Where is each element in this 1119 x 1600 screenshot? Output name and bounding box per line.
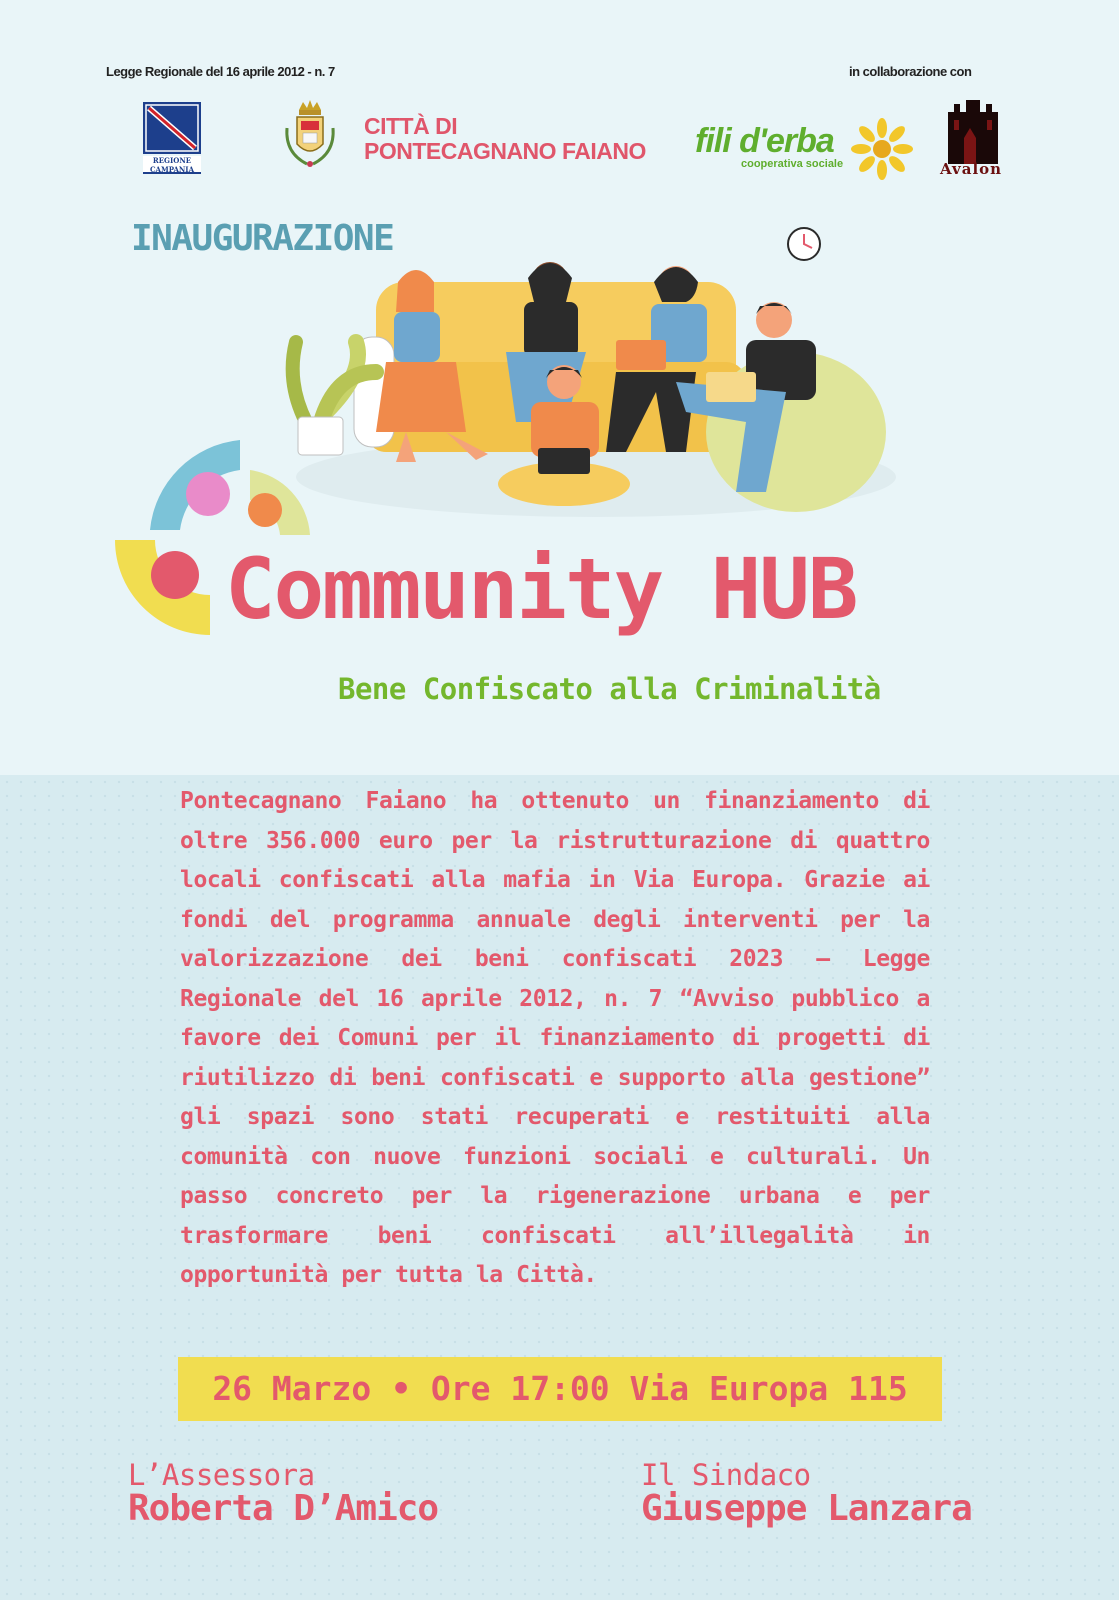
signature-assessora — [128, 1460, 438, 1528]
city-name-line1: CITTÀ DI — [364, 113, 458, 139]
fili-derba-logo — [695, 124, 915, 180]
fili-derba-name: fili d'erba — [695, 122, 834, 160]
city-name — [364, 114, 646, 164]
event-date-bar: 26 Marzo • Ore 17:00 Via Europa 115 — [178, 1357, 942, 1421]
inauguration-label: INAUGURAZIONE — [131, 218, 394, 259]
community-illustration — [266, 222, 906, 532]
people-on-sofa-illustration — [266, 222, 906, 532]
collaboration-label: in collaborazione con — [849, 64, 972, 79]
description-paragraph: Pontecagnano Faiano ha ottenuto un finanziamento di oltre 356.000 euro per la ristrutturazione di quattro locali confiscati alla mafia in Via Europa. Grazie ai fondi del programma annuale degli interventi per la valorizzazione dei beni confiscati 2023 – Legge Regionale del 16 aprile 2012, n. 7 “Avviso pubblico a favore dei Comuni per il finanziamento di progetti di riutilizzo di beni confiscati e supporto alla gestione” gli spazi sono stati recuperati e restituiti alla comunità con nuove funzioni sociali e culturali. Un passo concreto per la rigenerazione urbana e per trasformare beni confiscati all’illegalità in opportunità per tutta la Città. — [180, 788, 930, 1288]
city-crest — [279, 98, 341, 176]
signature-sindaco — [641, 1460, 972, 1528]
signature-name: Roberta D’Amico — [128, 1488, 439, 1529]
event-subtitle: Bene Confiscato alla Criminalità — [338, 672, 881, 706]
city-name-line2: PONTECAGNANO FAIANO — [364, 138, 646, 164]
castle-tower-icon — [938, 98, 1008, 164]
city-crest-icon — [279, 98, 341, 176]
law-reference: Legge Regionale del 16 aprile 2012 - n. 7 — [106, 64, 335, 79]
regione-campania-logo — [135, 100, 213, 178]
signature-role: Il Sindaco — [641, 1458, 811, 1492]
signature-role: L’Assessora — [128, 1458, 315, 1492]
event-title: Community HUB — [225, 540, 857, 638]
avalon-logo — [938, 98, 1018, 186]
signature-name: Giuseppe Lanzara — [641, 1488, 972, 1529]
regione-campania-label: REGIONE CAMPANIA — [149, 156, 195, 174]
sunflower-icon — [851, 118, 913, 180]
fili-derba-subtitle: cooperativa sociale — [741, 158, 844, 170]
avalon-name: Avalon — [940, 160, 1003, 178]
